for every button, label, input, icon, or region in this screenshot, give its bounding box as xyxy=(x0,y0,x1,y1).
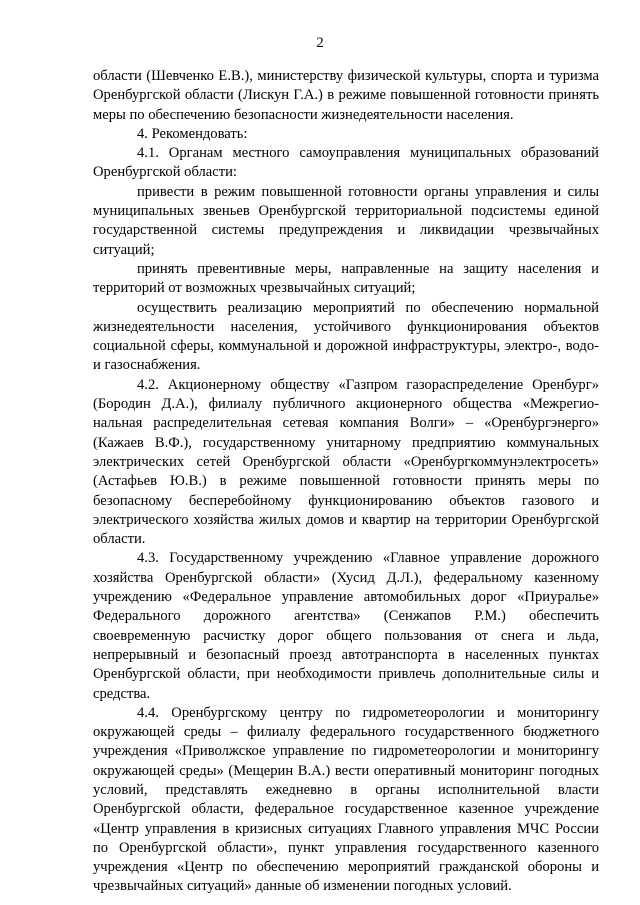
paragraph: области (Шевченко Е.В.), министерству физической культуры, спорта и туризма Оренбургской области (Лискун Г.А.) в режиме повышенной готовности принять меры по обеспечению безопасности жизнедеятельности населения. xyxy=(93,68,599,123)
paragraph: принять превентивные меры, направленные на защиту населения и территорий от возможных чрезвычайных ситуаций; xyxy=(93,260,599,297)
paragraph: 4.3. Государственному учреждению «Главное управление дорожного хозяйства Оренбургской области» (Хусид Д.Л.), федеральному казенному учреждению «Федеральное управление автомобильных дорог «Приуралье» Федерального дорожного агентства» (Сенжапов Р.М.) обеспечить своевременную расчистку дорог общего пользования от снега и льда, непрерывный и безопасный проезд автотранспорта в населенных пунктах Оренбургской области, при необходимости привлечь дополнительные силы и средства. xyxy=(93,550,599,702)
paragraph: осуществить реализацию мероприятий по обеспечению нормальной жизнедеятельности населения, устойчивого функционирования объектов социальной сферы, коммунальной и дорожной инфраструктуры, электро-, водо- и газоснабжения. xyxy=(93,299,599,374)
paragraph: привести в режим повышенной готовности органы управления и силы муниципальных звеньев Оренбургской территориальной подсистемы единой государственной системы предупреждения и ликвидации чрезвычайных ситуаций; xyxy=(93,183,599,258)
page-number: 2 xyxy=(316,35,324,51)
document-body xyxy=(93,67,599,897)
paragraph: 4.4. Оренбургскому центру по гидрометеорологии и мониторингу окружающей среды – филиалу федерального государственного бюджетного учреждения «Приволжское управление по гидрометеорологии и мониторингу окружающей среды» (Мещерин В.А.) вести оперативный мониторинг погодных условий, представлять ежедневно в органы исполнительной власти Оренбургской области, федеральное государственное казенное учреждение «Центр управления в кризисных ситуациях Главного управления МЧС России по Оренбургской области», пункт управления государственного казенного учреждения «Центр по обеспечению мероприятий гражданской обороны и чрезвычайных ситуаций» данные об изменении погодных условий. xyxy=(93,704,599,895)
paragraph: 4.1. Органам местного самоуправления муниципальных образований Оренбургской области: xyxy=(93,145,599,181)
paragraph: 4.2. Акционерному обществу «Газпром газораспределение Оренбург» (Бородин Д.А.), филиалу публичного акционерного общества «Межрегиональная распределительная сетевая компания Волги» – «Оренбургэнерго» (Кажаев В.Ф.), государственному унитарному предприятию коммунальных электрических сетей Оренбургской области «Оренбургкоммунэлектросеть» (Астафьев Ю.В.) в режиме повышенной готовности принять меры по безопасному бесперебойному функционированию объектов газового и электрического хозяйства жилых домов и квартир на территории Оренбургской области. xyxy=(93,376,599,548)
paragraph: 4. Рекомендовать: xyxy=(137,125,248,142)
